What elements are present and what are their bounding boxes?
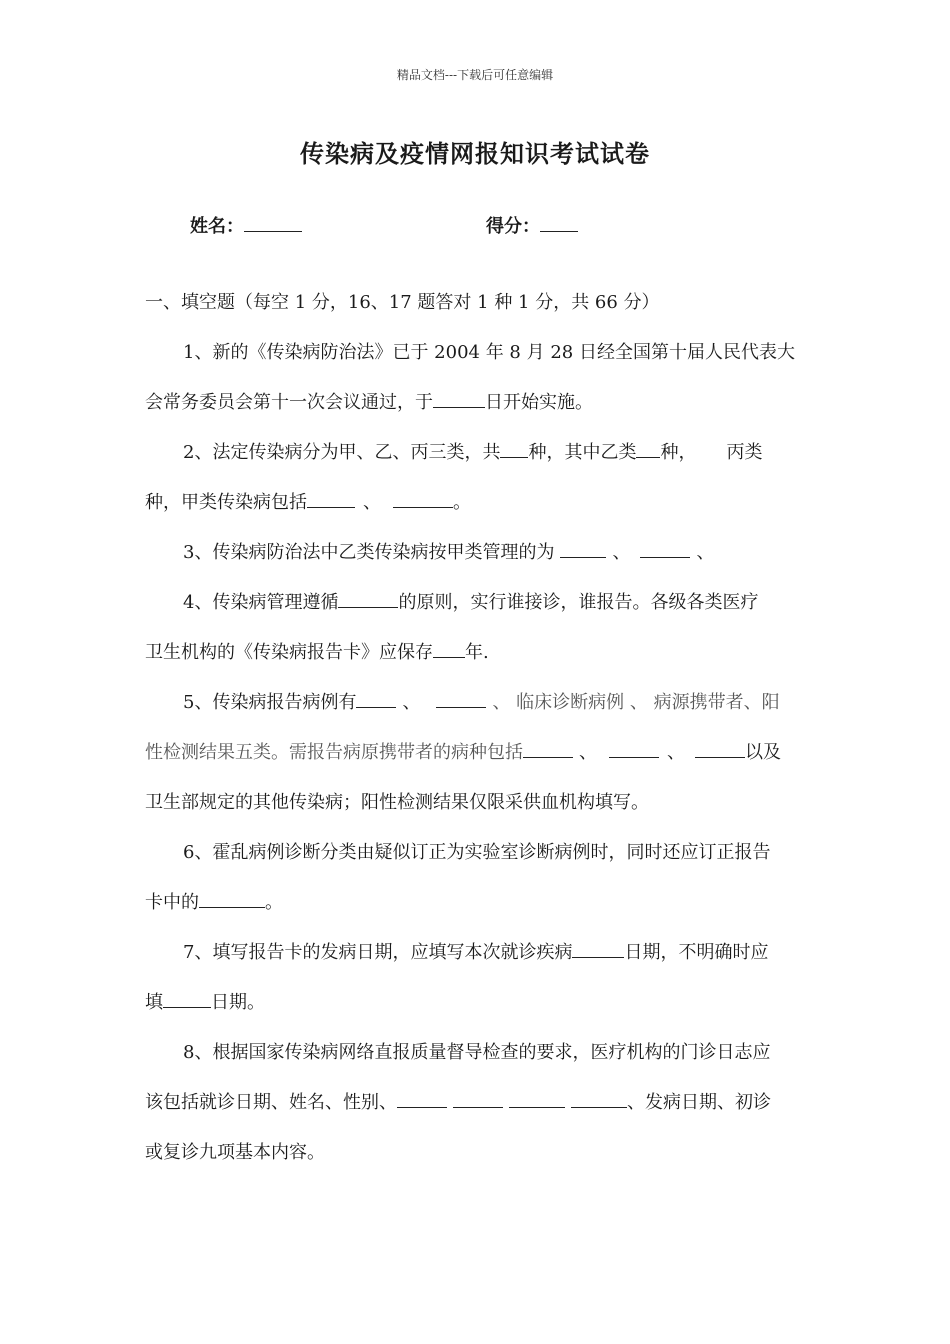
- question-7-text: 日期。: [211, 992, 265, 1013]
- question-1-text: 1、新的《传染病防治法》已于 2004 年 8 月 28 日经全国第十届人民代表大: [183, 342, 795, 363]
- answer-blank[interactable]: [163, 993, 211, 1008]
- question-3-text: 3、传染病防治法中乙类传染病按甲类管理的为: [183, 542, 555, 563]
- question-4-text: 年.: [465, 642, 489, 663]
- question-3-text: 、: [696, 542, 715, 563]
- question-7-line-1: [183, 938, 768, 964]
- answer-blank[interactable]: [307, 493, 355, 508]
- question-2-text: 种，: [660, 442, 697, 463]
- question-5-text: 卫生部规定的其他传染病；阳性检测结果仅限采供血机构填写。: [145, 792, 649, 813]
- question-4-text: 卫生机构的《传染病报告卡》应保存: [145, 642, 433, 663]
- name-label: 姓名：: [190, 216, 244, 237]
- question-8-line-2: [145, 1088, 771, 1114]
- question-8-text: 8、根据国家传染病网络直报质量督导检查的要求，医疗机构的门诊日志应: [183, 1042, 771, 1063]
- question-7-text: 填: [145, 992, 163, 1013]
- answer-blank[interactable]: [640, 543, 690, 558]
- score-field: [486, 212, 578, 238]
- question-4-text: 的原则，实行谁接诊，谁报告。各级各类医疗: [398, 592, 759, 613]
- question-1-text: 会常务委员会第十一次会议通过，于: [145, 392, 433, 413]
- answer-blank[interactable]: [393, 493, 453, 508]
- answer-blank[interactable]: [609, 743, 659, 758]
- answer-blank[interactable]: [572, 943, 624, 958]
- answer-blank[interactable]: [509, 1093, 565, 1108]
- question-5-line-3: [145, 788, 649, 814]
- question-5-text: 、: [402, 692, 421, 713]
- section-heading: 一、填空题（每空 1 分，16、17 题答对 1 种 1 分，共 66 分）: [145, 292, 660, 313]
- question-7-line-2: [145, 988, 265, 1014]
- question-3-text: 、: [612, 542, 631, 563]
- answer-blank[interactable]: [433, 393, 485, 408]
- answer-blank[interactable]: [636, 443, 660, 458]
- question-2-text: 种，甲类传染病包括: [145, 492, 307, 513]
- question-2-line-1: [183, 438, 762, 464]
- answer-blank[interactable]: [199, 893, 265, 908]
- question-5-line-1: [183, 688, 780, 714]
- question-8-line-1: [183, 1038, 770, 1064]
- name-field: [190, 212, 302, 238]
- answer-blank[interactable]: [436, 693, 486, 708]
- question-2-text: 种，其中乙类: [528, 442, 637, 463]
- question-4-line-1: [183, 588, 758, 614]
- question-7-text: 日期，不明确时应: [624, 942, 769, 963]
- question-1-text: 日开始实施。: [485, 392, 593, 413]
- question-6-line-2: [145, 888, 283, 914]
- answer-blank[interactable]: [560, 543, 606, 558]
- question-6-line-1: [183, 838, 770, 864]
- question-4-text: 4、传染病管理遵循: [183, 592, 339, 613]
- question-8-text: 该包括就诊日期、姓名、性别、: [145, 1092, 397, 1113]
- question-3-line-1: [183, 538, 714, 564]
- question-1-line-2: [145, 388, 593, 414]
- question-2-text: 丙类: [726, 442, 763, 463]
- question-8-text: 、发病日期、初诊: [627, 1092, 771, 1113]
- question-2-line-2: [145, 488, 471, 514]
- answer-blank[interactable]: [433, 643, 465, 658]
- question-5-line-2: [145, 738, 781, 764]
- question-4-line-2: [145, 638, 489, 664]
- answer-blank[interactable]: [571, 1093, 627, 1108]
- question-8-line-3: [145, 1138, 325, 1164]
- answer-blank[interactable]: [453, 1093, 503, 1108]
- answer-blank[interactable]: [338, 593, 398, 608]
- question-2-text: 2、法定传染病分为甲、乙、丙三类，共: [183, 442, 501, 463]
- question-1-line-1: [183, 338, 795, 364]
- question-5-text: 性检测结果五类。需报告病原携带者的病种包括: [145, 742, 523, 763]
- question-5-text: 、 临床诊断病例 、 病源携带者、阳: [492, 692, 780, 713]
- question-5-text: 以及: [745, 742, 781, 763]
- score-label: 得分：: [486, 216, 540, 237]
- answer-blank[interactable]: [397, 1093, 447, 1108]
- question-5-text: 5、传染病报告病例有: [183, 692, 357, 713]
- question-6-text: 卡中的: [145, 892, 199, 913]
- question-6-text: 。: [265, 892, 283, 913]
- score-blank[interactable]: [540, 213, 578, 232]
- name-blank[interactable]: [244, 213, 302, 232]
- question-8-text: 或复诊九项基本内容。: [145, 1142, 325, 1163]
- question-5-text: 、: [579, 742, 597, 763]
- answer-blank[interactable]: [356, 693, 396, 708]
- question-7-text: 7、填写报告卡的发病日期，应填写本次就诊疾病: [183, 942, 573, 963]
- answer-blank[interactable]: [500, 443, 528, 458]
- page-title: 传染病及疫情网报知识考试试卷: [300, 139, 650, 168]
- document-header-note: 精品文档---下载后可任意编辑: [396, 68, 554, 82]
- answer-blank[interactable]: [695, 743, 745, 758]
- question-5-text: 、: [667, 742, 685, 763]
- question-6-text: 6、霍乱病例诊断分类由疑似订正为实验室诊断病例时，同时还应订正报告: [183, 842, 771, 863]
- question-2-text: 。: [453, 492, 471, 513]
- answer-blank[interactable]: [523, 743, 573, 758]
- question-2-text: 、: [363, 492, 381, 513]
